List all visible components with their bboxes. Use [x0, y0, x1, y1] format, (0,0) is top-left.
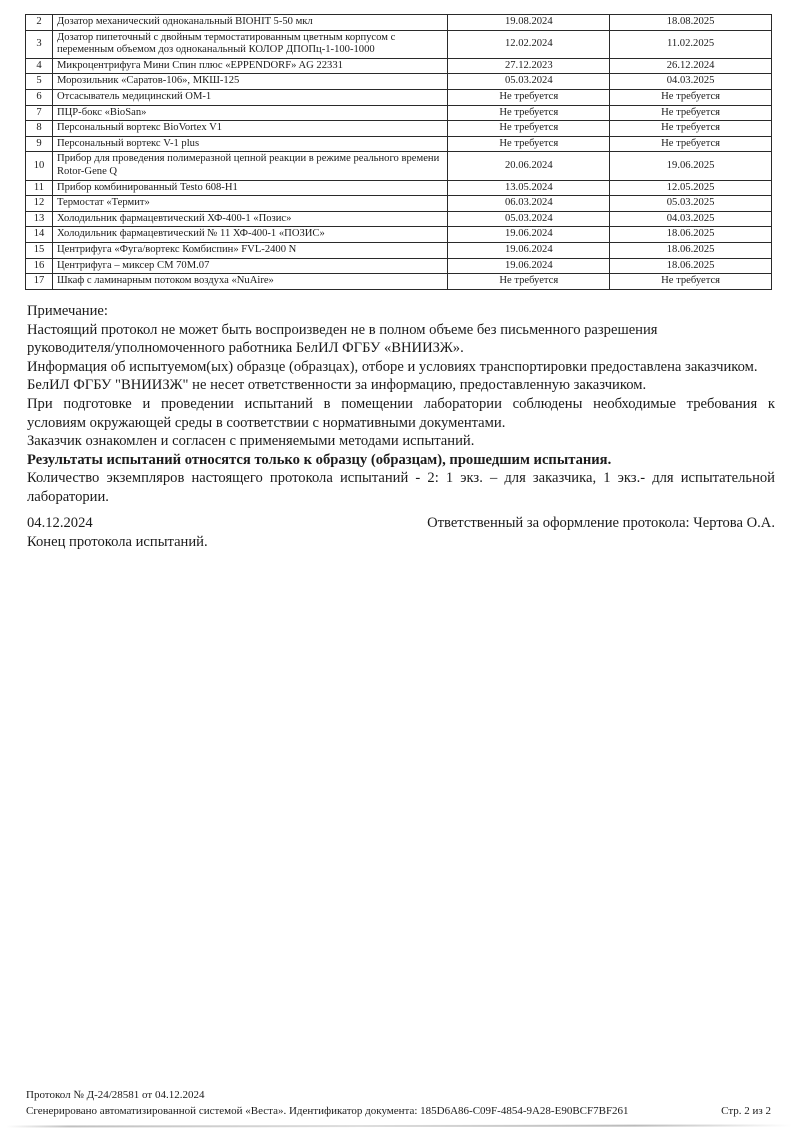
row-number-cell: 13	[26, 211, 53, 227]
page-number: Стр. 2 из 2	[721, 1104, 771, 1117]
equipment-name-cell: Микроцентрифуга Мини Спин плюс «EPPENDORF» AG 22331	[52, 58, 447, 74]
responsible-person: Ответственный за оформление протокола: Чертова О.А.	[427, 515, 775, 531]
equipment-name-cell: Дозатор механический одноканальный BIOHIT 5-50 мкл	[52, 15, 447, 31]
equipment-row	[26, 121, 772, 137]
calibration-date-cell: Не требуется	[448, 121, 610, 137]
calibration-date-cell: 19.06.2024	[448, 227, 610, 243]
equipment-name-cell: Персональный вортекс BioVortex V1	[52, 121, 447, 137]
row-number-cell: 5	[26, 74, 53, 90]
note-line: Количество экземпляров настоящего протокола испытаний - 2: 1 экз. – для заказчика, 1 экз.- для испытательной	[27, 470, 775, 487]
note-line: руководителя/уполномоченного работника БелИЛ ФГБУ «ВНИИЗЖ».	[27, 340, 464, 357]
calibration-date-cell: Не требуется	[448, 274, 610, 290]
equipment-name-cell: Дозатор пипеточный с двойным термостатированным цветным корпусом с переменным объемом доз одноканальный КОЛОР ДПОПц-1-100-1000	[52, 30, 447, 58]
signature-row	[27, 514, 775, 533]
page-footer	[26, 1088, 775, 1119]
calibration-date-cell: 05.03.2024	[448, 211, 610, 227]
calibration-date-cell: Не требуется	[448, 136, 610, 152]
signature-block	[27, 514, 775, 551]
equipment-row	[26, 105, 772, 121]
equipment-name-cell: Отсасыватель медицинский ОМ-1	[52, 89, 447, 105]
equipment-row	[26, 136, 772, 152]
valid-until-date-cell: 18.06.2025	[610, 242, 772, 258]
calibration-date-cell: 27.12.2023	[448, 58, 610, 74]
calibration-date-cell: 13.05.2024	[448, 180, 610, 196]
equipment-name-cell: Центрифуга «Фуга/вортекс Комбиспин» FVL-2400 N	[52, 242, 447, 258]
valid-until-date-cell: 18.06.2025	[610, 227, 772, 243]
equipment-table-body	[26, 15, 772, 290]
row-number-cell: 17	[26, 274, 53, 290]
protocol-date: 04.12.2024	[27, 515, 93, 531]
equipment-table	[25, 14, 772, 290]
calibration-date-cell: 06.03.2024	[448, 196, 610, 212]
note-line: Информация об испытуемом(ых) образце (образцах), отборе и условиях транспортировки предоставлена заказчиком.	[27, 358, 758, 375]
equipment-name-cell: Морозильник «Саратов-106», МКШ-125	[52, 74, 447, 90]
note-line: Результаты испытаний относятся только к образцу (образцам), прошедшим испытания.	[27, 451, 612, 468]
equipment-name-cell: Центрифуга – миксер СМ 70М.07	[52, 258, 447, 274]
row-number-cell: 2	[26, 15, 53, 31]
row-number-cell: 7	[26, 105, 53, 121]
valid-until-date-cell: Не требуется	[610, 274, 772, 290]
row-number-cell: 4	[26, 58, 53, 74]
equipment-name-cell: Персональный вортекс V-1 plus	[52, 136, 447, 152]
valid-until-date-cell: 11.02.2025	[610, 30, 772, 58]
equipment-name-cell: Шкаф с ламинарным потоком воздуха «NuAire»	[52, 274, 447, 290]
valid-until-date-cell: 05.03.2025	[610, 196, 772, 212]
row-number-cell: 9	[26, 136, 53, 152]
row-number-cell: 6	[26, 89, 53, 105]
equipment-row	[26, 15, 772, 31]
equipment-row	[26, 258, 772, 274]
row-number-cell: 3	[26, 30, 53, 58]
calibration-date-cell: 05.03.2024	[448, 74, 610, 90]
equipment-name-cell: Холодильник фармацевтический № 11 ХФ-400-1 «ПОЗИС»	[52, 227, 447, 243]
equipment-row	[26, 274, 772, 290]
note-line: При подготовке и проведении испытаний в помещении лаборатории соблюдены необходимые требования к	[27, 395, 775, 412]
equipment-name-cell: Термостат «Термит»	[52, 196, 447, 212]
footer-protocol-number: Протокол № Д-24/28581 от 04.12.2024	[26, 1089, 205, 1101]
footer-generated-row	[26, 1104, 775, 1120]
equipment-row	[26, 30, 772, 58]
row-number-cell: 16	[26, 258, 53, 274]
valid-until-date-cell: Не требуется	[610, 136, 772, 152]
calibration-date-cell: 19.06.2024	[448, 242, 610, 258]
valid-until-date-cell: 04.03.2025	[610, 211, 772, 227]
equipment-row	[26, 196, 772, 212]
equipment-row	[26, 242, 772, 258]
valid-until-date-cell: 04.03.2025	[610, 74, 772, 90]
equipment-name-cell: ПЦР-бокс «BioSan»	[52, 105, 447, 121]
equipment-row	[26, 89, 772, 105]
valid-until-date-cell: 19.06.2025	[610, 152, 772, 180]
valid-until-date-cell: 12.05.2025	[610, 180, 772, 196]
note-line: Примечание:	[27, 303, 108, 319]
notes-block	[27, 302, 775, 507]
calibration-date-cell: 19.08.2024	[448, 15, 610, 31]
row-number-cell: 11	[26, 180, 53, 196]
calibration-date-cell: Не требуется	[448, 105, 610, 121]
scan-artifact-line	[6, 1124, 792, 1127]
valid-until-date-cell: Не требуется	[610, 105, 772, 121]
valid-until-date-cell: Не требуется	[610, 89, 772, 105]
footer-generated-text: Сгенерировано автоматизированной системой «Веста». Идентификатор документа: 185D6A86-C09F-4854-9A28-E90BCF7BF261	[26, 1104, 629, 1117]
calibration-date-cell: 20.06.2024	[448, 152, 610, 180]
equipment-row	[26, 58, 772, 74]
valid-until-date-cell: 18.06.2025	[610, 258, 772, 274]
equipment-name-cell: Холодильник фармацевтический ХФ-400-1 «Позис»	[52, 211, 447, 227]
calibration-date-cell: 12.02.2024	[448, 30, 610, 58]
equipment-name-cell: Прибор для проведения полимеразной цепной реакции в режиме реального времени Rotor-Gene Q	[52, 152, 447, 180]
equipment-row	[26, 211, 772, 227]
equipment-row	[26, 152, 772, 180]
equipment-row	[26, 74, 772, 90]
note-line: лаборатории.	[27, 488, 109, 505]
valid-until-date-cell: 18.08.2025	[610, 15, 772, 31]
row-number-cell: 14	[26, 227, 53, 243]
equipment-row	[26, 180, 772, 196]
note-line: БелИЛ ФГБУ "ВНИИЗЖ" не несет ответственности за информацию, предоставленную заказчиком.	[27, 377, 647, 394]
note-line: Заказчик ознакомлен и согласен с применяемыми методами испытаний.	[27, 433, 475, 450]
note-line: Настоящий протокол не может быть воспроизведен не в полном объеме без письменного разрешения	[27, 321, 658, 338]
row-number-cell: 12	[26, 196, 53, 212]
end-of-protocol-line: Конец протокола испытаний.	[27, 533, 208, 550]
row-number-cell: 15	[26, 242, 53, 258]
valid-until-date-cell: Не требуется	[610, 121, 772, 137]
row-number-cell: 10	[26, 152, 53, 180]
calibration-date-cell: 19.06.2024	[448, 258, 610, 274]
note-line: условиям окружающей среды в соответствии с нормативными документами.	[27, 414, 506, 431]
valid-until-date-cell: 26.12.2024	[610, 58, 772, 74]
equipment-name-cell: Прибор комбинированный Testo 608-H1	[52, 180, 447, 196]
row-number-cell: 8	[26, 121, 53, 137]
calibration-date-cell: Не требуется	[448, 89, 610, 105]
equipment-row	[26, 227, 772, 243]
